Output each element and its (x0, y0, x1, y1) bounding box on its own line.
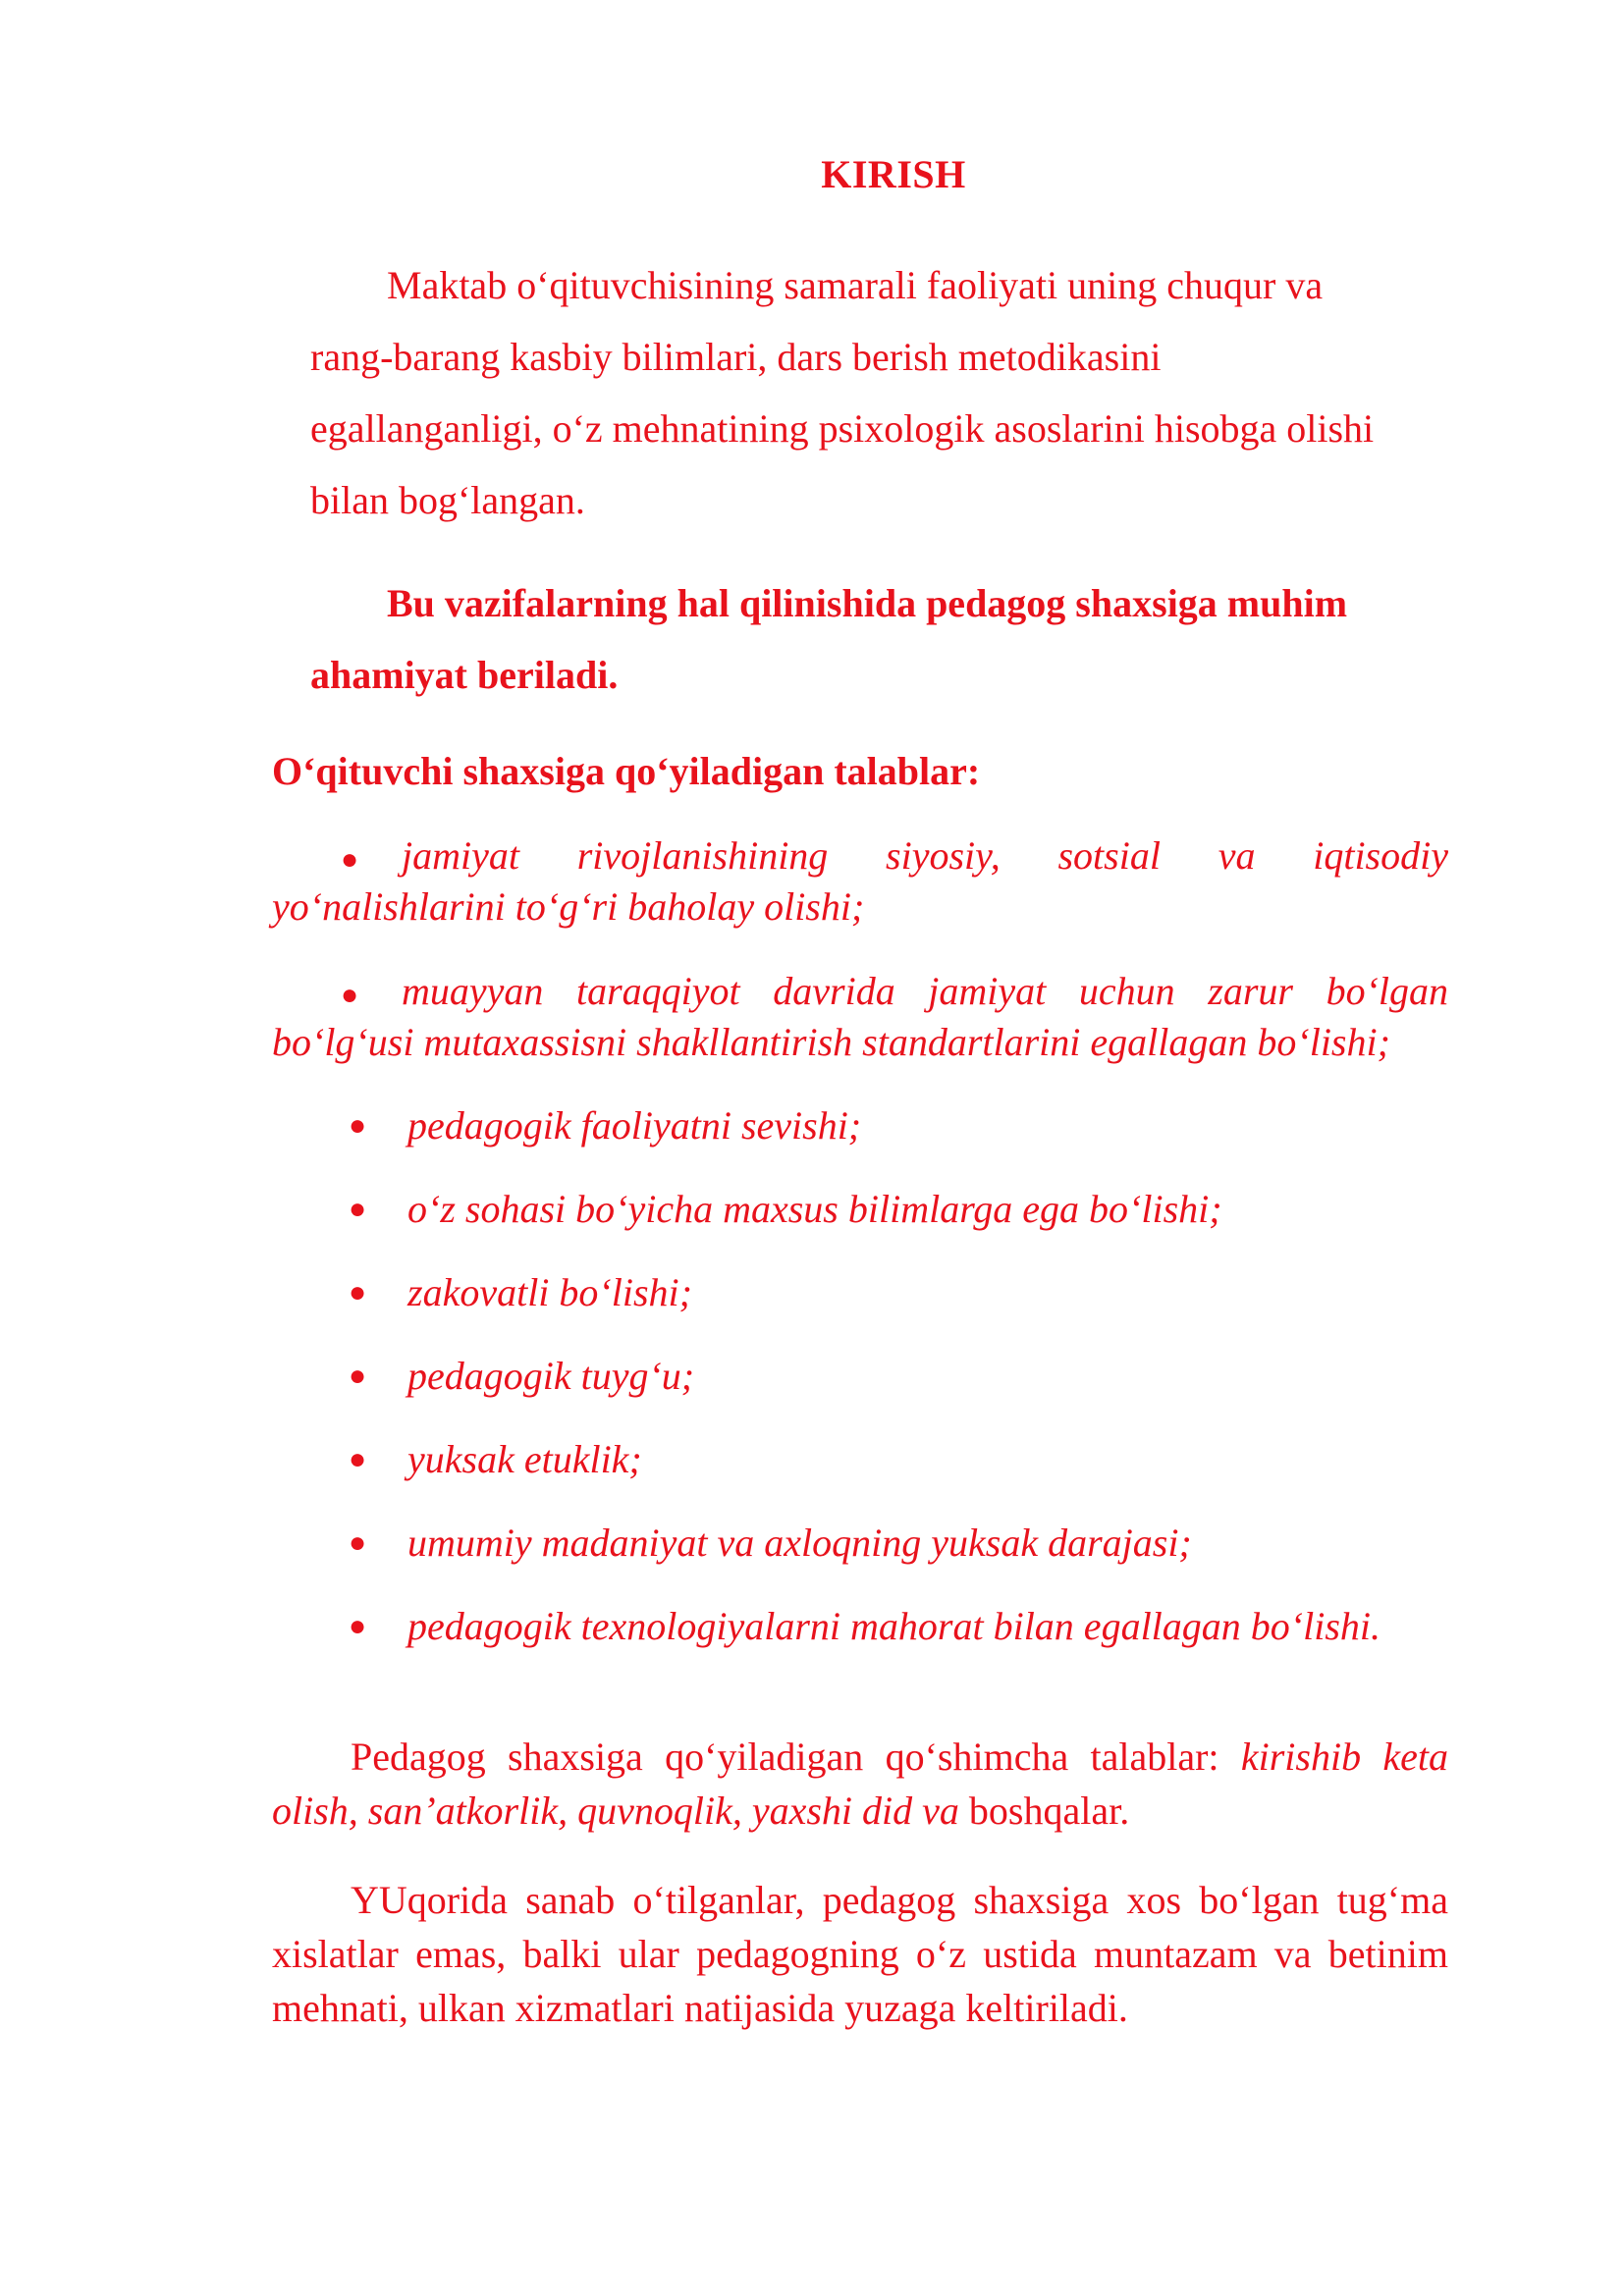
bullet-icon: ● (341, 843, 359, 876)
list-item: ● jamiyat rivojlanishining siyosiy, sotsial va iqtisodiy yo‘nalishlarini to‘g‘ri baholay olishi; (272, 833, 1448, 929)
bullet-icon: ● (349, 1109, 367, 1142)
bullet-icon: ● (349, 1443, 367, 1475)
intro-line: Maktab o‘qituvchisining samarali faoliyati uning chuqur va (387, 263, 1324, 307)
list-item: ● pedagogik faoliyatni sevishi; (349, 1103, 862, 1148)
bullet-icon: ● (349, 1610, 367, 1642)
bullet-icon: ● (341, 979, 359, 1011)
additional-items: kirishib keta olish, san’atkorlik, quvnoqlik, yaxshi did va (272, 1735, 1448, 1833)
emphasis-line: ahamiyat beriladi. (310, 653, 619, 697)
list-item: ● muayyan taraqqiyot davrida jamiyat uchun zarur bo‘lgan bo‘lg‘usi mutaxassisni shakllantirish standartlarini egallagan bo‘lishi; (272, 969, 1448, 1064)
list-item: ● zakovatli bo‘lishi; (349, 1270, 692, 1314)
bullet-icon: ● (349, 1193, 367, 1225)
intro-line: bilan bog‘langan. (310, 478, 585, 522)
requirements-list (272, 832, 1448, 1650)
list-item: ● o‘z sohasi bo‘yicha maxsus bilimlarga ega bo‘lishi; (349, 1187, 1222, 1231)
list-item: ● umumiy madaniyat va axloqning yuksak darajasi; (349, 1521, 1192, 1565)
emphasis-line: Bu vazifalarning hal qilinishida pedagog shaxsiga muhim (387, 581, 1348, 625)
bullet-icon: ● (349, 1276, 367, 1308)
bullet-icon: ● (349, 1360, 367, 1392)
additional-requirements-paragraph: Pedagog shaxsiga qo‘yiladigan qo‘shimcha talablar: kirishib keta olish, san’atkorlik, quvnoqlik, yaxshi did va boshqalar. (272, 1735, 1448, 1833)
intro-paragraph (310, 249, 1439, 536)
list-item: ● pedagogik texnologiyalarni mahorat bilan egallagan bo‘lishi. (349, 1604, 1381, 1648)
emphasis-paragraph (310, 567, 1439, 711)
page-title: KIRISH (821, 152, 966, 196)
intro-line: egallanganligi, o‘z mehnatining psixologik asoslarini hisobga olishi (310, 406, 1375, 451)
requirements-heading: O‘qituvchi shaxsiga qo‘yiladigan talablar: (272, 749, 981, 793)
closing-paragraph: YUqorida sanab o‘tilganlar, pedagog shaxsiga xos bo‘lgan tug‘ma xislatlar emas, balki ular pedagogning o‘z ustida muntazam va betinim mehnati, ulkan xizmatlari natijasida yuzaga keltiriladi. (272, 1878, 1448, 2030)
list-item: ● pedagogik tuyg‘u; (349, 1354, 695, 1398)
list-item: ● yuksak etuklik; (349, 1437, 642, 1481)
bullet-icon: ● (349, 1526, 367, 1559)
intro-line: rang-barang kasbiy bilimlari, dars berish metodikasini (310, 335, 1162, 379)
